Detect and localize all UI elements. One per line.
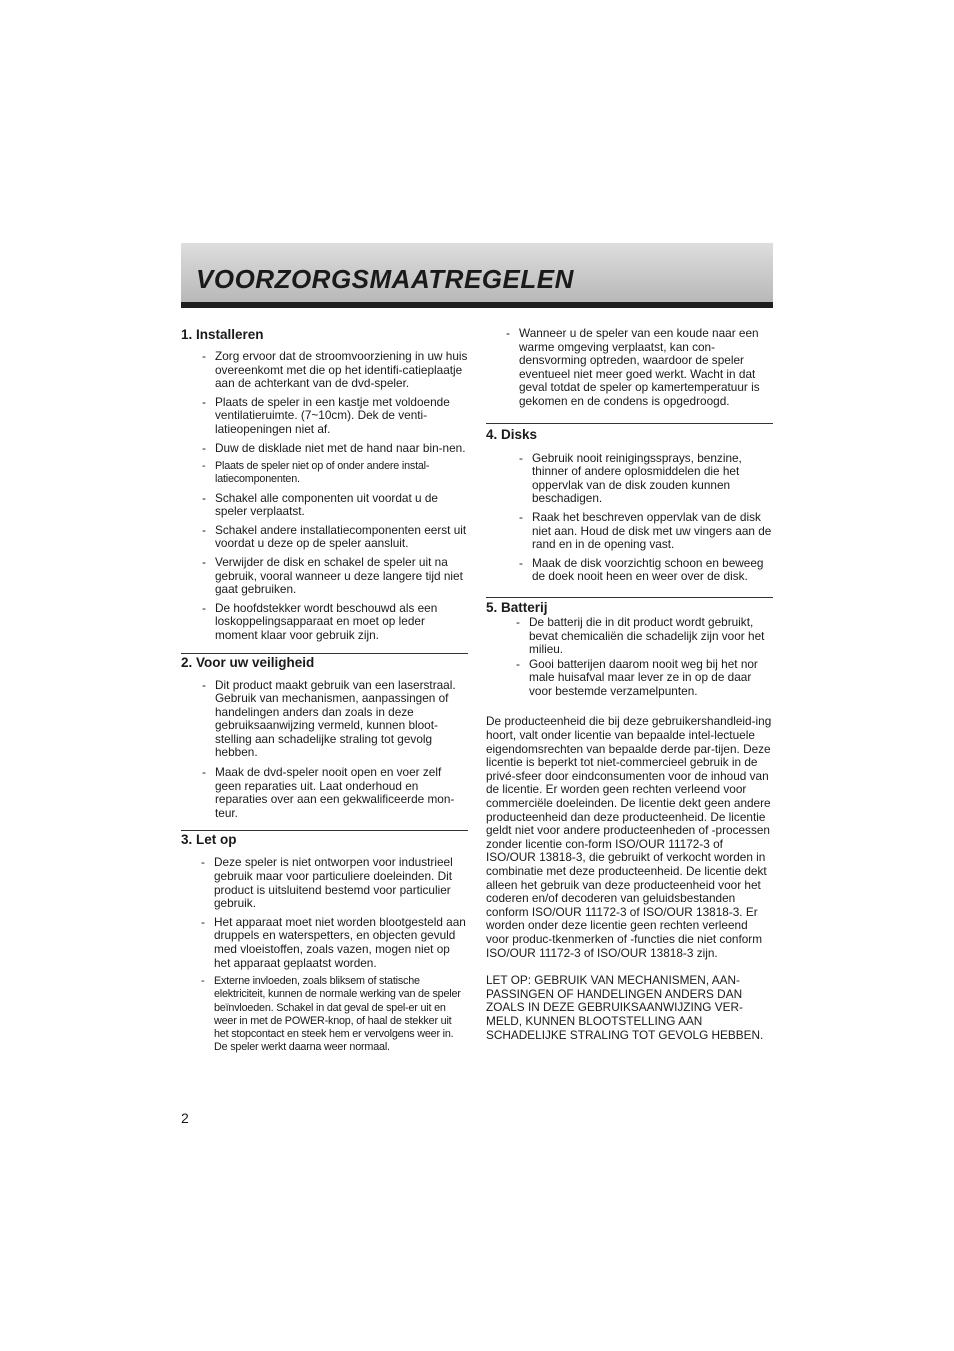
- section-heading: 1. Installeren: [181, 327, 264, 342]
- list-item: - Maak de dvd-speler nooit open en voer zelf geen reparaties uit. Laat onderhoud en reparaties over aan een gekwalificeerde mon-teur.: [215, 766, 468, 820]
- section-heading: 2. Voor uw veiligheid: [181, 654, 315, 670]
- item-list: [529, 616, 773, 699]
- warning-paragraph: LET OP: GEBRUIK VAN MECHANISMEN, AAN-PASSINGEN OF HANDELINGEN ANDERS DAN ZOALS IN DEZE GEBRUIKSAANWIJZING VER-MELD, KUNNEN BLOOTSTELLING AAN SCHADELIJKE STRALING TOT GEVOLG HEBBEN.: [486, 973, 764, 1042]
- item-list: [532, 452, 773, 584]
- section-heading: 3. Let op: [181, 832, 237, 848]
- section-let-op: [181, 831, 468, 1054]
- section-let-op-continued: [486, 327, 773, 409]
- list-item: - Dit product maakt gebruik van een laserstraal. Gebruik van mechanismen, aanpassingen of handelingen anders dan zoals in deze gebruiksaanwijzing vermeld, kunnen bloot-stelling aan schadelijke straling tot gevolg hebben.: [215, 679, 468, 761]
- list-item: - Maak de disk voorzichtig schoon en beweeg de doek nooit heen en weer over de disk.: [532, 557, 773, 584]
- section-divider: [486, 597, 773, 598]
- list-item: - Zorg ervoor dat de stroomvoorziening in uw huis overeenkomt met die op het identifi-catieplaatje aan de achterkant van de dvd-speler.: [215, 350, 468, 391]
- list-item: - Raak het beschreven oppervlak van de disk niet aan. Houd de disk met uw vingers aan de rand en in de opening vast.: [532, 511, 773, 552]
- list-item: - Schakel alle componenten uit voordat u de speler verplaatst.: [215, 492, 468, 519]
- section-heading: 4. Disks: [486, 426, 538, 442]
- list-item: - Wanneer u de speler van een koude naar een warme omgeving verplaatst, kan con-densvorming optreden, waardoor de speler eventueel niet meer goed werkt. Wacht in dat geval totdat de speler op kamertemperatuur is gekomen en de condens is opgedroogd.: [519, 327, 773, 409]
- section-heading: 5. Batterij: [486, 599, 548, 615]
- license-paragraph: De producteenheid die bij deze gebruikershandleid-ing hoort, valt onder licentie van bepaalde intel-lectuele eigendomsrechten van bepaalde derde par-tijen. Deze licentie is beperkt tot niet-commercieel gebruik in de privé-sfeer door eindconsumenten voor de inhoud van de licentie. Er worden geen rechten verleend voor commerciële doeleinden. De licentie dekt geen andere producteenheid dan deze producteenheid. De licentie geldt niet voor andere producteenheden of -processen zonder licentie con-form ISO/OUR 11172-3 of ISO/OUR 13818-3, die gebruikt of verkocht worden in combinatie met deze producteenheid. De licentie dekt alleen het gebruik van deze producteenheid voor het coderen en/of decoderen van geluidsbestanden conform ISO/OUR 11172-3 of ISO/OUR 13818-3. Er worden onder deze licentie geen rechten verleend voor produc-tkenmerken of -functies die niet conform ISO/OUR 11172-3 of ISO/OUR 13818-3 zijn.: [486, 714, 772, 960]
- page-title: VOORZORGSMAATREGELEN: [196, 264, 574, 294]
- section-installeren: [181, 326, 468, 643]
- left-column: [181, 326, 468, 1054]
- list-item: - Duw de disklade niet met de hand naar bin-nen.: [215, 442, 468, 456]
- section-batterij: [486, 600, 773, 699]
- list-item: - Verwijder de disk en schakel de speler uit na gebruik, vooral wanneer u deze langere tijd niet gaat gebruiken.: [215, 556, 468, 597]
- list-item: - Plaats de speler niet op of onder andere instal-latiecomponenten.: [215, 460, 468, 486]
- section-divider: [486, 423, 773, 424]
- item-list: [215, 350, 468, 643]
- section-disks: [486, 426, 773, 584]
- list-item: - Externe invloeden, zoals bliksem of statische elektriciteit, kunnen de normale werking van de speler beïnvloeden. Schakel in dat geval de spel-er uit en weer in met de POWER-knop, of haal de stekker uit het stopcontact en steek hem er vervolgens weer in. De speler werkt daarna weer normaal.: [214, 975, 468, 1054]
- list-item: - Schakel andere installatiecomponenten eerst uit voordat u deze op de speler aansluit.: [215, 524, 468, 551]
- list-item: - Plaats de speler in een kastje met voldoende ventilatieruimte. (7~10cm). Dek de venti-latieopeningen niet af.: [215, 396, 468, 437]
- item-list: [519, 327, 773, 409]
- title-underline-bar: [181, 302, 773, 308]
- list-item: - Het apparaat moet niet worden blootgesteld aan druppels en waterspetters, en objecten gevuld med vloeistoffen, zoals vazen, mogen niet op het apparaat geplaatst worden.: [214, 916, 468, 970]
- list-item: - Deze speler is niet ontworpen voor industrieel gebruik maar voor particuliere doeleinden. Dit product is uitsluitend bestemd voor particulier gebruik.: [214, 856, 468, 910]
- list-item: - Gebruik nooit reinigingssprays, benzine, thinner of andere oplosmiddelen die het oppervlak van de disk zouden kunnen beschadigen.: [532, 452, 773, 506]
- right-column: [486, 327, 773, 1042]
- list-item: - De hoofdstekker wordt beschouwd als een loskoppelingsapparaat en moet op leder moment klaar voor gebruik zijn.: [215, 602, 468, 643]
- list-item: - Gooi batterijen daarom nooit weg bij het nor male huisafval maar lever ze in op de daar voor bestemde verzamelpunten.: [529, 658, 773, 699]
- item-list: [214, 856, 468, 1054]
- list-item: - De batterij die in dit product wordt gebruikt, bevat chemicaliën die schadelijk zijn voor het milieu.: [529, 616, 773, 657]
- section-voor-uw-veiligheid: [181, 654, 468, 821]
- page-number: 2: [181, 1110, 189, 1126]
- item-list: [215, 679, 468, 821]
